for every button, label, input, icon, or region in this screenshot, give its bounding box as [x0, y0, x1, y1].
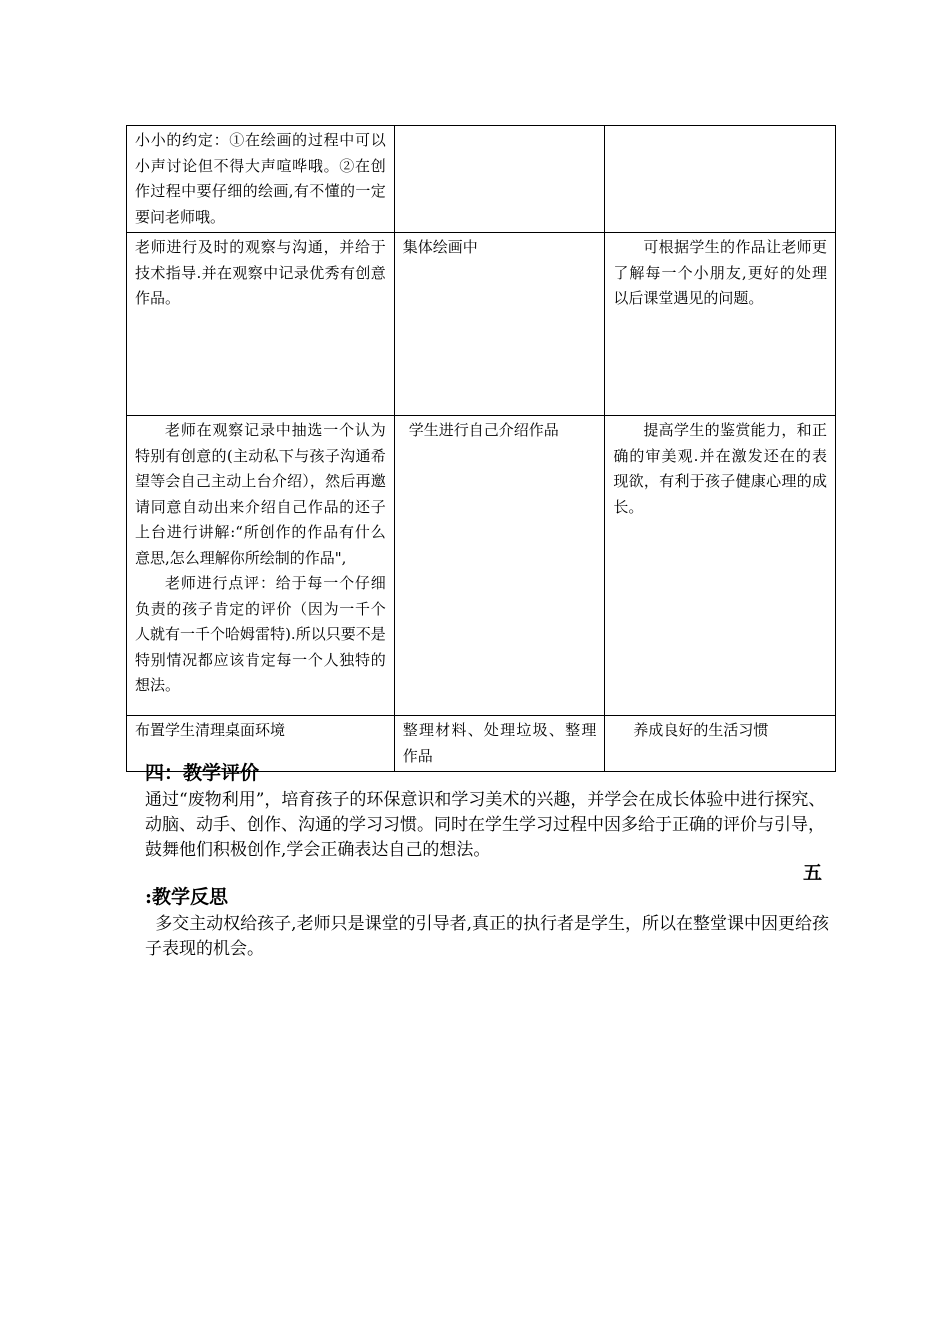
teacher-activity-cell [127, 416, 395, 716]
design-intent-cell [605, 126, 836, 233]
teacher-activity-paragraph: 老师在观察记录中抽选一个认为特别有创意的(主动私下与孩子沟通希望等会自己主动上台介绍），然后再邀请同意自动出来介绍自己作品的还子上台进行讲解:“所创作的作品有什么意思,怎么理解你所绘制的作品", [135, 421, 386, 567]
evaluation-section [145, 760, 830, 863]
reflection-heading: :教学反思 [145, 886, 229, 908]
teacher-activity-cell: 老师进行及时的观察与沟通，并给于技术指导.并在观察中记录优秀有创意作品。 [127, 233, 395, 416]
table-row [127, 416, 836, 716]
evaluation-body: 通过“废物利用”，培育孩子的环保意识和学习美术的兴趣，并学会在成长体验中进行探究、动脑、动手、创作、沟通的学习习惯。同时在学生学习过程中因多给于正确的评价与引导，鼓舞他们积极创作,学会正确表达自己的想法。 [145, 790, 826, 860]
student-activity-cell: 学生进行自己介绍作品 [394, 416, 605, 716]
design-intent-cell: 提高学生的鉴赏能力，和正确的审美观.并在激发还在的表现欲，有利于孩子健康心理的成长。 [605, 416, 836, 716]
student-activity-cell: 集体绘画中 [394, 233, 605, 416]
student-activity-cell [394, 126, 605, 233]
teacher-activity-cell: 小小的约定：①在绘画的过程中可以小声讨论但不得大声喧哗哦。②在创作过程中要仔细的绘画,有不懂的一定要问老师哦。 [127, 126, 395, 233]
reflection-heading-prefix: 五 [802, 862, 822, 884]
table-row [127, 126, 836, 233]
evaluation-heading: 四：教学评价 [145, 762, 260, 784]
table-row [127, 233, 836, 416]
student-activity-cell: 整理材料、处理垃圾、整理作品 [394, 716, 605, 772]
teacher-activity-cell: 布置学生清理桌面环境 [127, 716, 395, 772]
design-intent-cell: 养成良好的生活习惯 [605, 716, 836, 772]
lesson-activity-table [126, 125, 836, 772]
reflection-section [145, 884, 830, 962]
teacher-activity-paragraph: 老师进行点评：给于每一个仔细负责的孩子肯定的评价（因为一千个人就有一千个哈姆雷特).所以只要不是特别情况都应该肯定每一个人独特的想法。 [135, 574, 386, 694]
design-intent-cell: 可根据学生的作品让老师更了解每一个小朋友,更好的处理以后课堂遇见的问题。 [605, 233, 836, 416]
reflection-body: 多交主动权给孩子,老师只是课堂的引导者,真正的执行者是学生，所以在整堂课中因更给孩子表现的机会。 [145, 914, 829, 959]
